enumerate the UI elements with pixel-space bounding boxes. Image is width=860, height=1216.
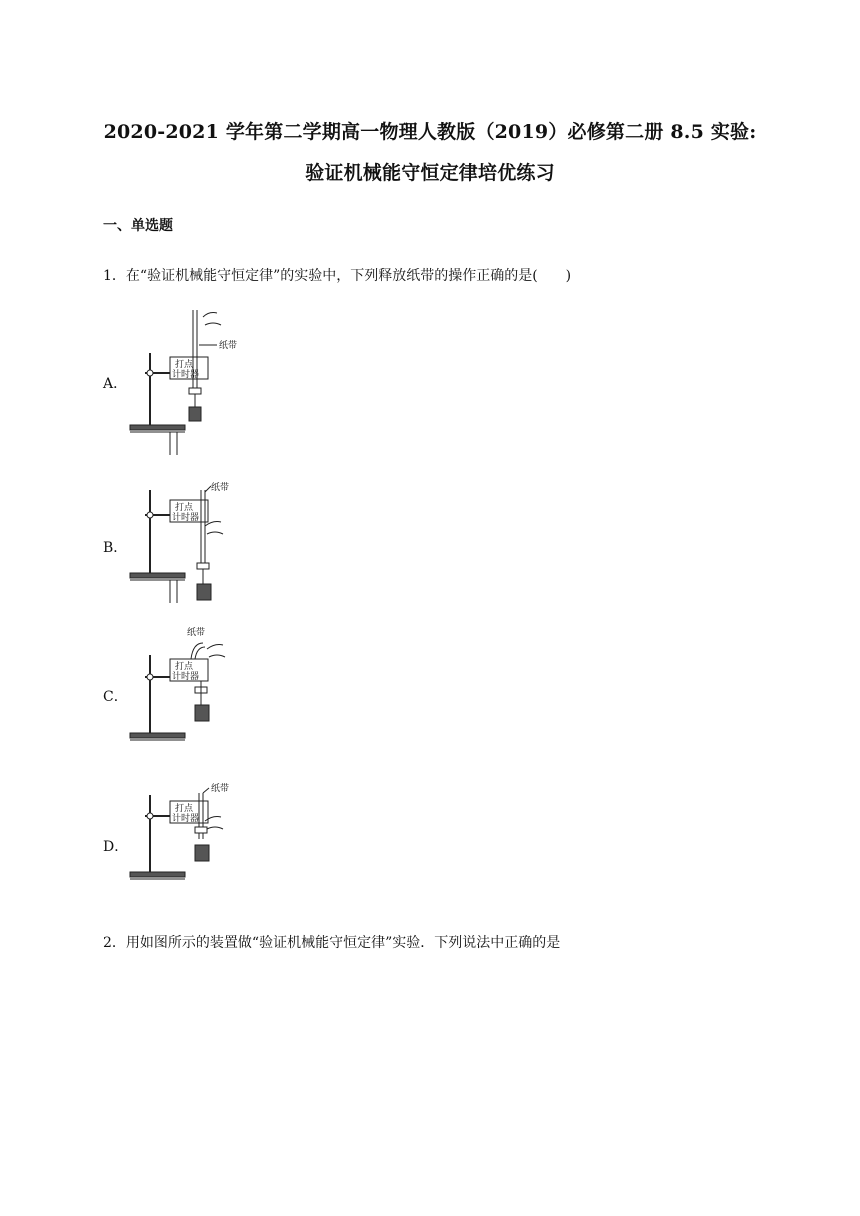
option-b-label: B． — [103, 540, 128, 556]
question-1-stem: 1．在“验证机械能守恒定律”的实验中，下列释放纸带的操作正确的是( ) — [103, 268, 572, 284]
timer-text-2: 计时器 — [172, 370, 200, 380]
tape-label: 纸带 — [211, 483, 230, 493]
document-title-line1: 2020-2021 学年第二学期高一物理人教版（2019）必修第二册 8.5 实验: — [103, 121, 757, 143]
option-c-figure — [125, 625, 255, 775]
option-d-label: D． — [103, 839, 129, 855]
option-d-figure — [125, 779, 255, 929]
question-2-stem: 2．用如图所示的装置做“验证机械能守恒定律”实验．下列说法中正确的是 — [103, 935, 561, 951]
tape-label: 纸带 — [219, 341, 238, 351]
section-heading: 一、单选题 — [103, 218, 173, 234]
timer-text-1: 打点 — [175, 503, 194, 513]
timer-text-1: 打点 — [175, 804, 194, 814]
option-a-label: A． — [103, 376, 128, 392]
option-b-figure — [125, 478, 255, 628]
tape-label: 纸带 — [211, 784, 230, 794]
tape-label: 纸带 — [187, 628, 206, 638]
timer-text-1: 打点 — [175, 662, 194, 672]
document-title-line2: 验证机械能守恒定律培优练习 — [305, 162, 555, 184]
timer-text-2: 计时器 — [172, 513, 200, 523]
option-c-label: C． — [103, 689, 128, 705]
option-a-figure — [125, 305, 255, 455]
timer-text-2: 计时器 — [172, 814, 200, 824]
timer-text-2: 计时器 — [172, 672, 200, 682]
timer-text-1: 打点 — [175, 360, 194, 370]
